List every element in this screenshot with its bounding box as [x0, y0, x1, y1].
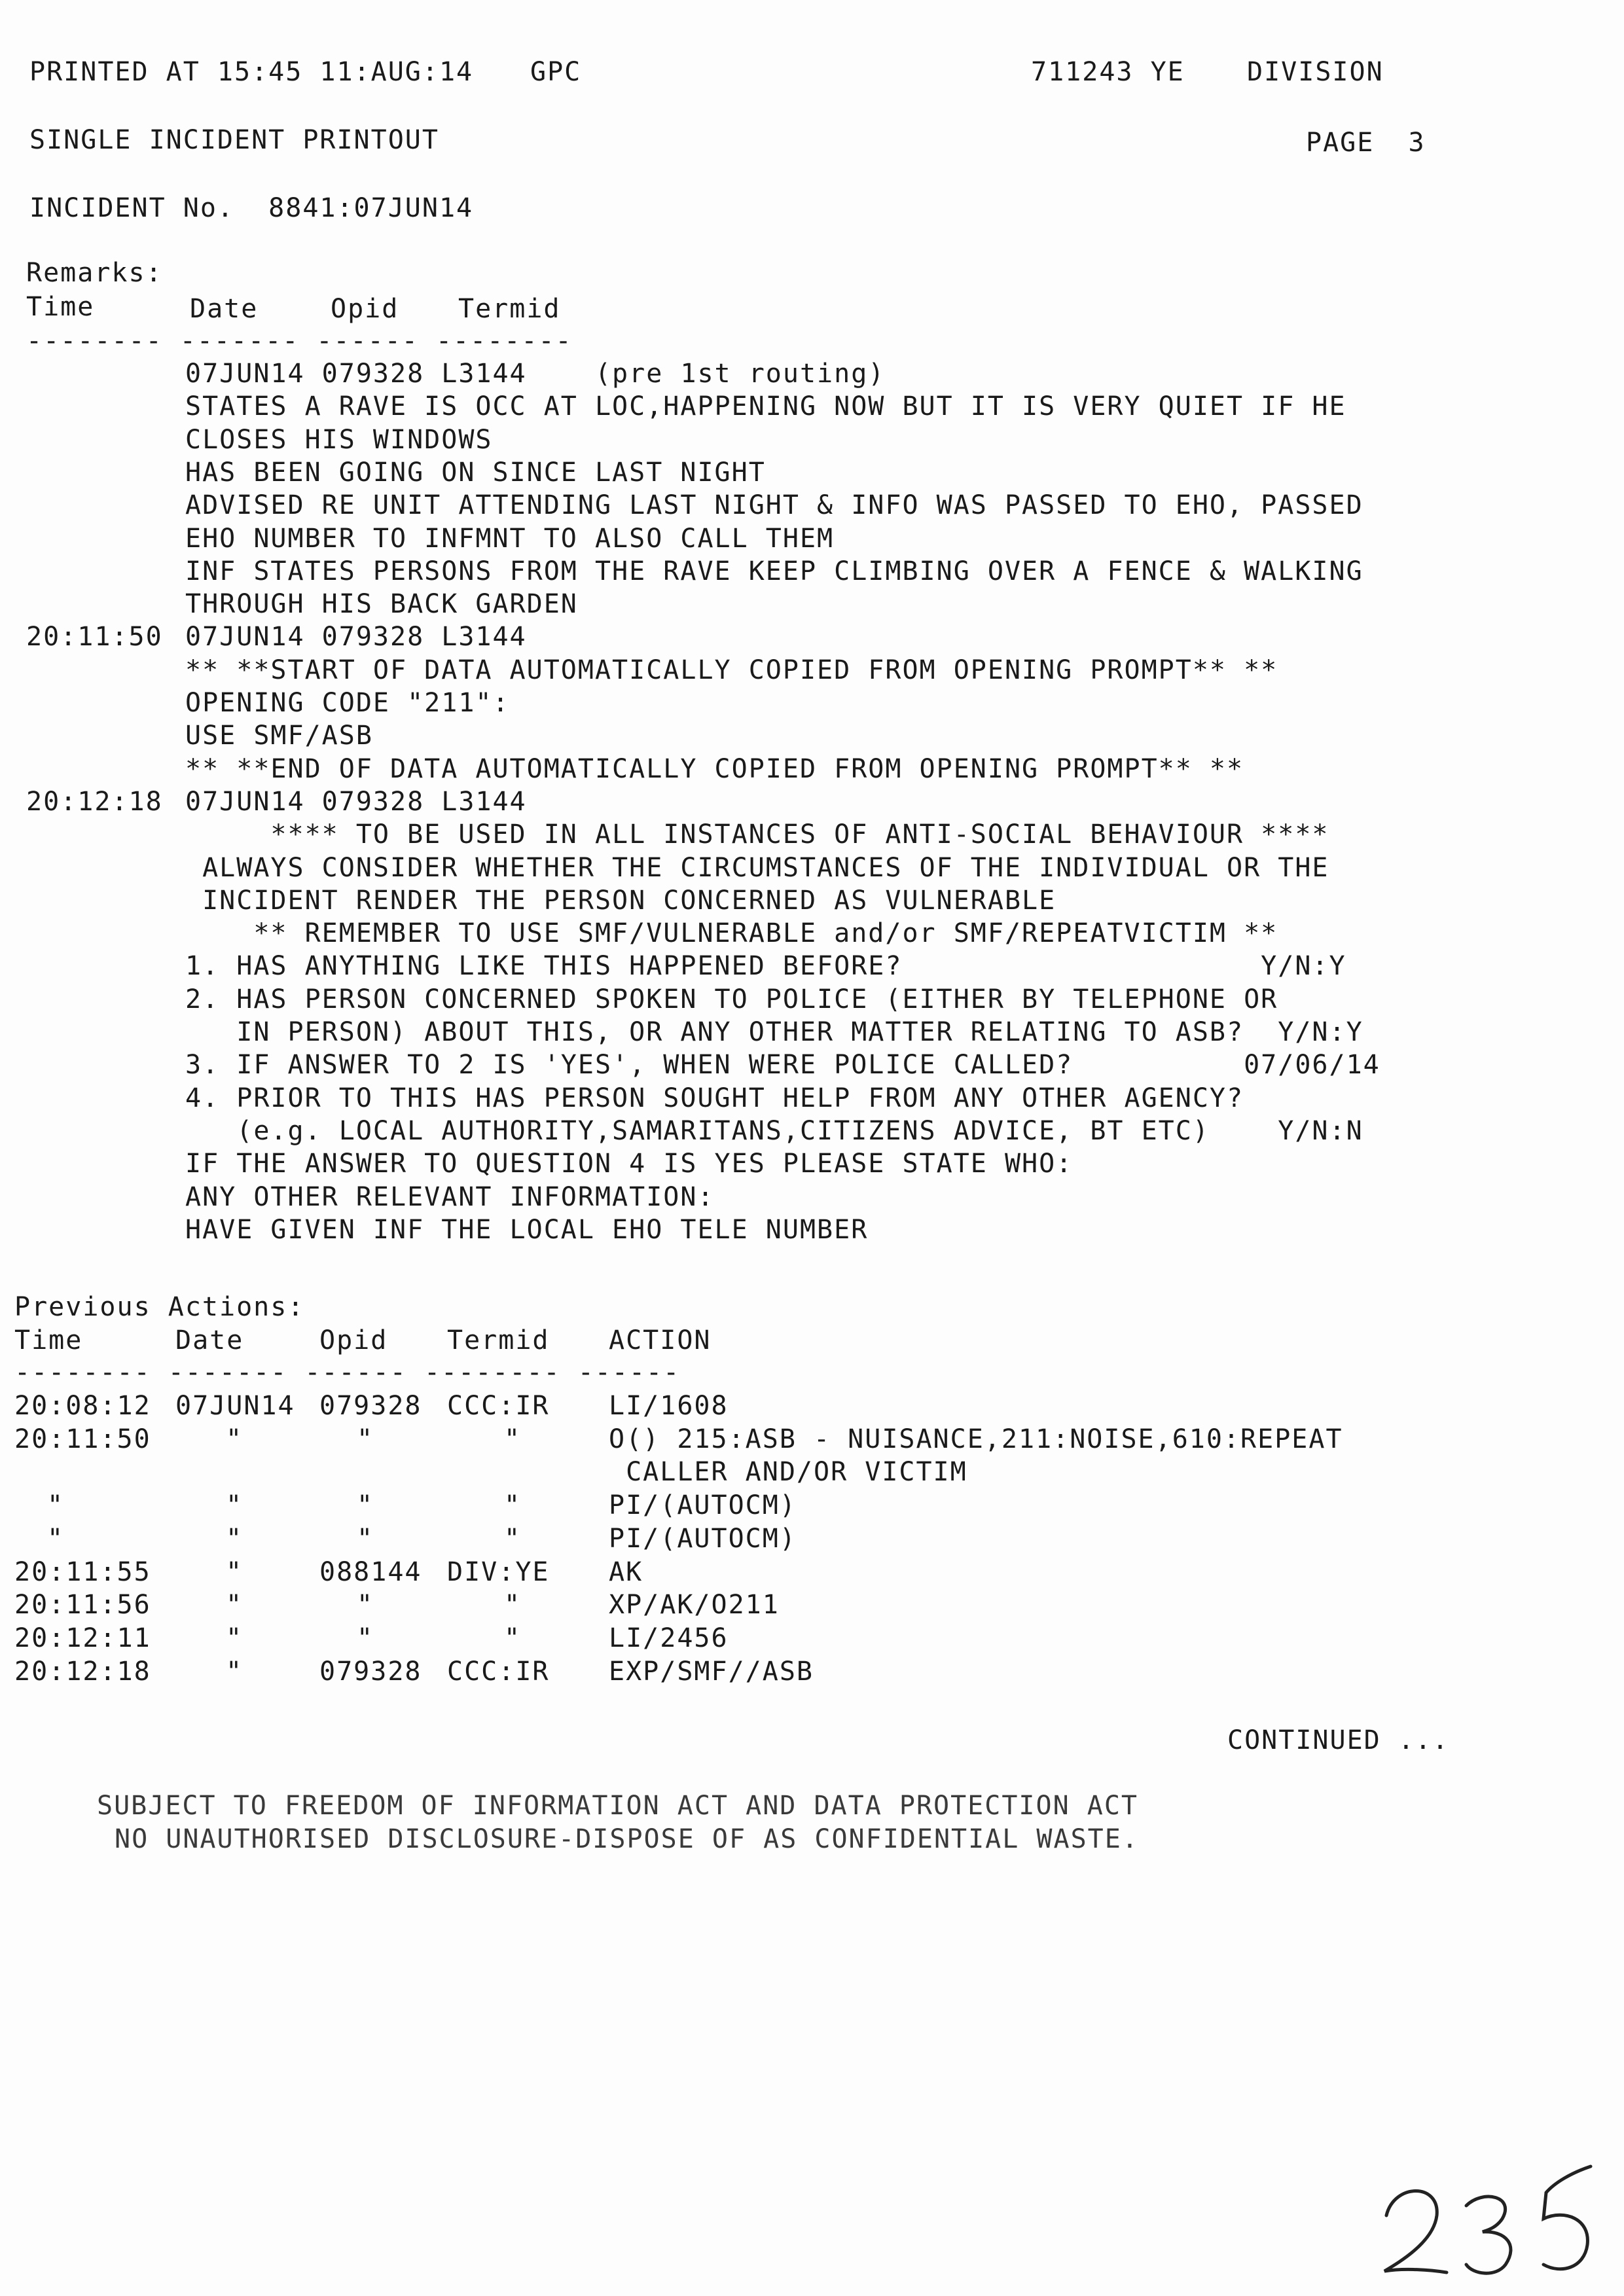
remark-line: HAVE GIVEN INF THE LOCAL EHO TELE NUMBER	[185, 1214, 869, 1245]
action-action-cell: PI/(AUTOCM)	[609, 1490, 797, 1521]
remark-line: ** **END OF DATA AUTOMATICALLY COPIED FROM OPENING PROMPT** **	[185, 753, 1244, 784]
remarks-label: Remarks:	[26, 258, 163, 288]
remark-line: 07JUN14 079328 L3144	[185, 786, 527, 817]
remark-line: EHO NUMBER TO INFMNT TO ALSO CALL THEM	[185, 523, 835, 554]
action-action-cell: LI/1608	[609, 1391, 729, 1421]
action-time-cell: 20:11:55	[14, 1556, 151, 1587]
remark-line: USE SMF/ASB	[185, 721, 373, 751]
action-termid-cell: "	[504, 1424, 522, 1454]
action-action-cell: EXP/SMF//ASB	[609, 1656, 814, 1687]
printed-timestamp: PRINTED AT 15:45 11:AUG:14	[29, 57, 474, 87]
document-title: SINGLE INCIDENT PRINTOUT	[29, 125, 439, 155]
action-time-cell: 20:12:11	[14, 1623, 151, 1653]
continued-marker: CONTINUED ...	[1227, 1725, 1450, 1755]
remark-line: ** **START OF DATA AUTOMATICALLY COPIED FROM OPENING PROMPT** **	[185, 655, 1278, 685]
action-date-cell: "	[226, 1556, 244, 1587]
action-date-cell: "	[226, 1656, 244, 1687]
remark-time: 20:12:18	[26, 786, 163, 817]
remarks-col-time: Time	[26, 292, 95, 322]
remark-line: HAS BEEN GOING ON SINCE LAST NIGHT	[185, 457, 766, 488]
action-opid-cell: "	[357, 1490, 374, 1521]
action-opid-cell: "	[357, 1523, 374, 1554]
actions-col-termid: Termid	[447, 1325, 550, 1355]
remark-line: (e.g. LOCAL AUTHORITY,SAMARITANS,CITIZENS ADVICE, BT ETC) Y/N:N	[185, 1115, 1363, 1146]
action-termid-cell: "	[504, 1490, 522, 1521]
remark-line: IF THE ANSWER TO QUESTION 4 IS YES PLEASE STATE WHO:	[185, 1149, 1074, 1179]
remark-line: 4. PRIOR TO THIS HAS PERSON SOUGHT HELP FROM ANY OTHER AGENCY?	[185, 1083, 1244, 1113]
remark-line: 07JUN14 079328 L3144 (pre 1st routing)	[185, 359, 886, 389]
actions-col-time: Time	[14, 1325, 83, 1355]
action-time-cell: 20:11:50	[14, 1424, 151, 1454]
action-time-cell: "	[47, 1523, 65, 1554]
action-action-cell: CALLER AND/OR VICTIM	[609, 1457, 967, 1488]
remark-line: ANY OTHER RELEVANT INFORMATION:	[185, 1181, 715, 1212]
incident-number: INCIDENT No. 8841:07JUN14	[29, 193, 474, 223]
remarks-col-termid: Termid	[458, 294, 561, 324]
remark-line: **** TO BE USED IN ALL INSTANCES OF ANTI-SOCIAL BEHAVIOUR ****	[185, 819, 1329, 850]
disclosure-notice: NO UNAUTHORISED DISCLOSURE-DISPOSE OF AS CONFIDENTIAL WASTE.	[115, 1824, 1139, 1854]
handwritten-page-number	[1375, 2153, 1610, 2284]
remark-line: 3. IF ANSWER TO 2 IS 'YES', WHEN WERE POLICE CALLED? 07/06/14	[185, 1050, 1380, 1081]
action-termid-cell: DIV:YE	[447, 1556, 550, 1587]
remark-line: 1. HAS ANYTHING LIKE THIS HAPPENED BEFORE? Y/N:Y	[185, 951, 1346, 982]
actions-separator: -------- ------- ------ -------- ------	[14, 1357, 681, 1388]
action-opid-cell: "	[357, 1590, 374, 1621]
remarks-col-date: Date	[190, 294, 259, 324]
action-opid-cell: 079328	[319, 1656, 422, 1687]
action-termid-cell: "	[504, 1590, 522, 1621]
remark-line: OPENING CODE "211":	[185, 688, 510, 718]
action-opid-cell: "	[357, 1424, 374, 1454]
action-action-cell: LI/2456	[609, 1623, 729, 1653]
remarks-separator: -------- ------- ------ --------	[26, 326, 573, 356]
action-termid-cell: CCC:IR	[447, 1656, 550, 1687]
remark-line: 07JUN14 079328 L3144	[185, 622, 527, 653]
action-termid-cell: "	[504, 1623, 522, 1653]
action-termid-cell: "	[504, 1523, 522, 1554]
action-date-cell: "	[226, 1490, 244, 1521]
action-opid-cell: 079328	[319, 1391, 422, 1421]
action-opid-cell: "	[357, 1623, 374, 1653]
actions-col-date: Date	[175, 1325, 244, 1355]
remark-line: ** REMEMBER TO USE SMF/VULNERABLE and/or SMF/REPEATVICTIM **	[185, 918, 1278, 949]
remark-line: THROUGH HIS BACK GARDEN	[185, 589, 578, 620]
remark-time: 20:11:50	[26, 622, 163, 653]
remark-line: STATES A RAVE IS OCC AT LOC,HAPPENING NOW BUT IT IS VERY QUIET IF HE	[185, 391, 1346, 422]
action-time-cell: 20:11:56	[14, 1590, 151, 1621]
remark-line: INCIDENT RENDER THE PERSON CONCERNED AS VULNERABLE	[185, 885, 1056, 916]
page-number: PAGE 3	[1306, 128, 1426, 158]
action-date-cell: "	[226, 1590, 244, 1621]
reference-number: 711243 YE	[1031, 57, 1185, 87]
remark-line: IN PERSON) ABOUT THIS, OR ANY OTHER MATTER RELATING TO ASB? Y/N:Y	[185, 1017, 1363, 1047]
action-date-cell: "	[226, 1523, 244, 1554]
division-label: DIVISION	[1247, 57, 1384, 87]
remark-line: 2. HAS PERSON CONCERNED SPOKEN TO POLICE (EITHER BY TELEPHONE OR	[185, 984, 1278, 1014]
action-date-cell: "	[226, 1623, 244, 1653]
action-action-cell: O() 215:ASB - NUISANCE,211:NOISE,610:REPEAT	[609, 1424, 1343, 1454]
action-date-cell: "	[226, 1424, 244, 1454]
action-time-cell: 20:08:12	[14, 1391, 151, 1421]
action-action-cell: PI/(AUTOCM)	[609, 1523, 797, 1554]
action-time-cell: 20:12:18	[14, 1656, 151, 1687]
action-termid-cell: CCC:IR	[447, 1391, 550, 1421]
action-date-cell: 07JUN14	[175, 1391, 295, 1421]
remark-line: INF STATES PERSONS FROM THE RAVE KEEP CLIMBING OVER A FENCE & WALKING	[185, 556, 1363, 586]
action-action-cell: XP/AK/O211	[609, 1590, 780, 1621]
actions-col-opid: Opid	[319, 1325, 388, 1355]
actions-label: Previous Actions:	[14, 1292, 305, 1322]
foi-notice: SUBJECT TO FREEDOM OF INFORMATION ACT AND DATA PROTECTION ACT	[97, 1791, 1139, 1821]
remarks-col-opid: Opid	[331, 294, 399, 324]
action-time-cell: "	[47, 1490, 65, 1521]
remark-line: ALWAYS CONSIDER WHETHER THE CIRCUMSTANCES OF THE INDIVIDUAL OR THE	[185, 852, 1329, 883]
action-opid-cell: 088144	[319, 1556, 422, 1587]
remark-line: CLOSES HIS WINDOWS	[185, 424, 493, 455]
actions-col-action: ACTION	[609, 1325, 712, 1355]
action-action-cell: AK	[609, 1556, 643, 1587]
remark-line: ADVISED RE UNIT ATTENDING LAST NIGHT & INFO WAS PASSED TO EHO, PASSED	[185, 490, 1363, 521]
printer-code: GPC	[530, 57, 582, 87]
